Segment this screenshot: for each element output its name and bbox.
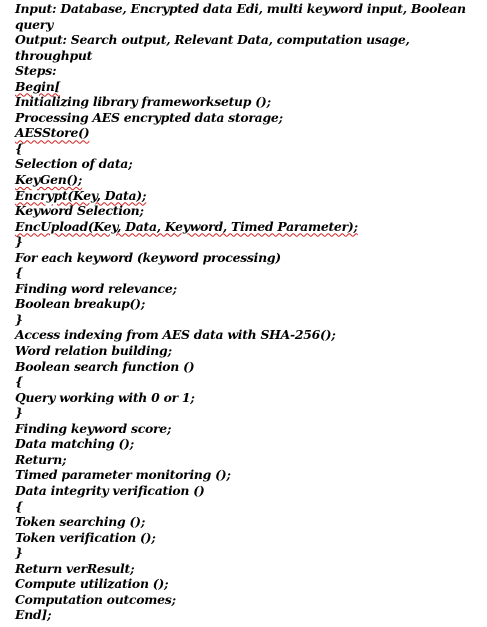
begin-line: Begin[ — [15, 78, 61, 94]
close-brace: } — [15, 405, 23, 421]
close-brace: } — [15, 234, 23, 250]
algorithm-line: Compute utilization (); — [15, 576, 169, 592]
algorithm-line: Return; — [15, 451, 67, 467]
algorithm-line: Token searching (); — [15, 514, 146, 530]
algorithm-line: Return verResult; — [15, 560, 135, 576]
output-line: Output: Search output, Relevant Data, computation usage, throughput — [15, 32, 410, 63]
open-brace: { — [15, 265, 23, 281]
close-brace: } — [15, 311, 23, 327]
algorithm-line: EncUpload(Key, Data, Keyword, Timed Parameter); — [15, 218, 358, 234]
steps-label: Steps: — [15, 63, 57, 79]
algorithm-line: Encrypt(Key, Data); — [15, 187, 147, 203]
open-brace: { — [15, 374, 23, 390]
algorithm-line: Timed parameter monitoring (); — [15, 467, 231, 483]
algorithm-line: Data matching (); — [15, 436, 134, 452]
open-brace: { — [15, 140, 23, 156]
algorithm-line: For each keyword (keyword processing) — [15, 249, 281, 265]
algorithm-line: Selection of data; — [15, 156, 133, 172]
input-line: Input: Database, Encrypted data Edi, multi keyword input, Boolean query — [15, 1, 466, 32]
algorithm-line: KeyGen(); — [15, 172, 83, 188]
algorithm-line: Keyword Selection; — [15, 203, 144, 219]
end-line: End]; — [15, 607, 52, 623]
algorithm-line: Finding word relevance; — [15, 280, 177, 296]
close-brace: } — [15, 545, 23, 561]
algorithm-listing — [15, 1, 483, 623]
algorithm-line: Access indexing from AES data with SHA-256(); — [15, 327, 336, 343]
algorithm-line: Finding keyword score; — [15, 420, 172, 436]
open-brace: { — [15, 498, 23, 514]
algorithm-line: Initializing library frameworksetup (); — [15, 94, 271, 110]
algorithm-line: Boolean search function () — [15, 358, 195, 374]
algorithm-line: Processing AES encrypted data storage; — [15, 109, 283, 125]
algorithm-line: Query working with 0 or 1; — [15, 389, 195, 405]
algorithm-line: Word relation building; — [15, 343, 172, 359]
algorithm-line: Computation outcomes; — [15, 591, 176, 607]
algorithm-line: AESStore() — [15, 125, 90, 141]
algorithm-line: Data integrity verification () — [15, 482, 205, 498]
algorithm-line: Boolean breakup(); — [15, 296, 146, 312]
algorithm-line: Token verification (); — [15, 529, 156, 545]
